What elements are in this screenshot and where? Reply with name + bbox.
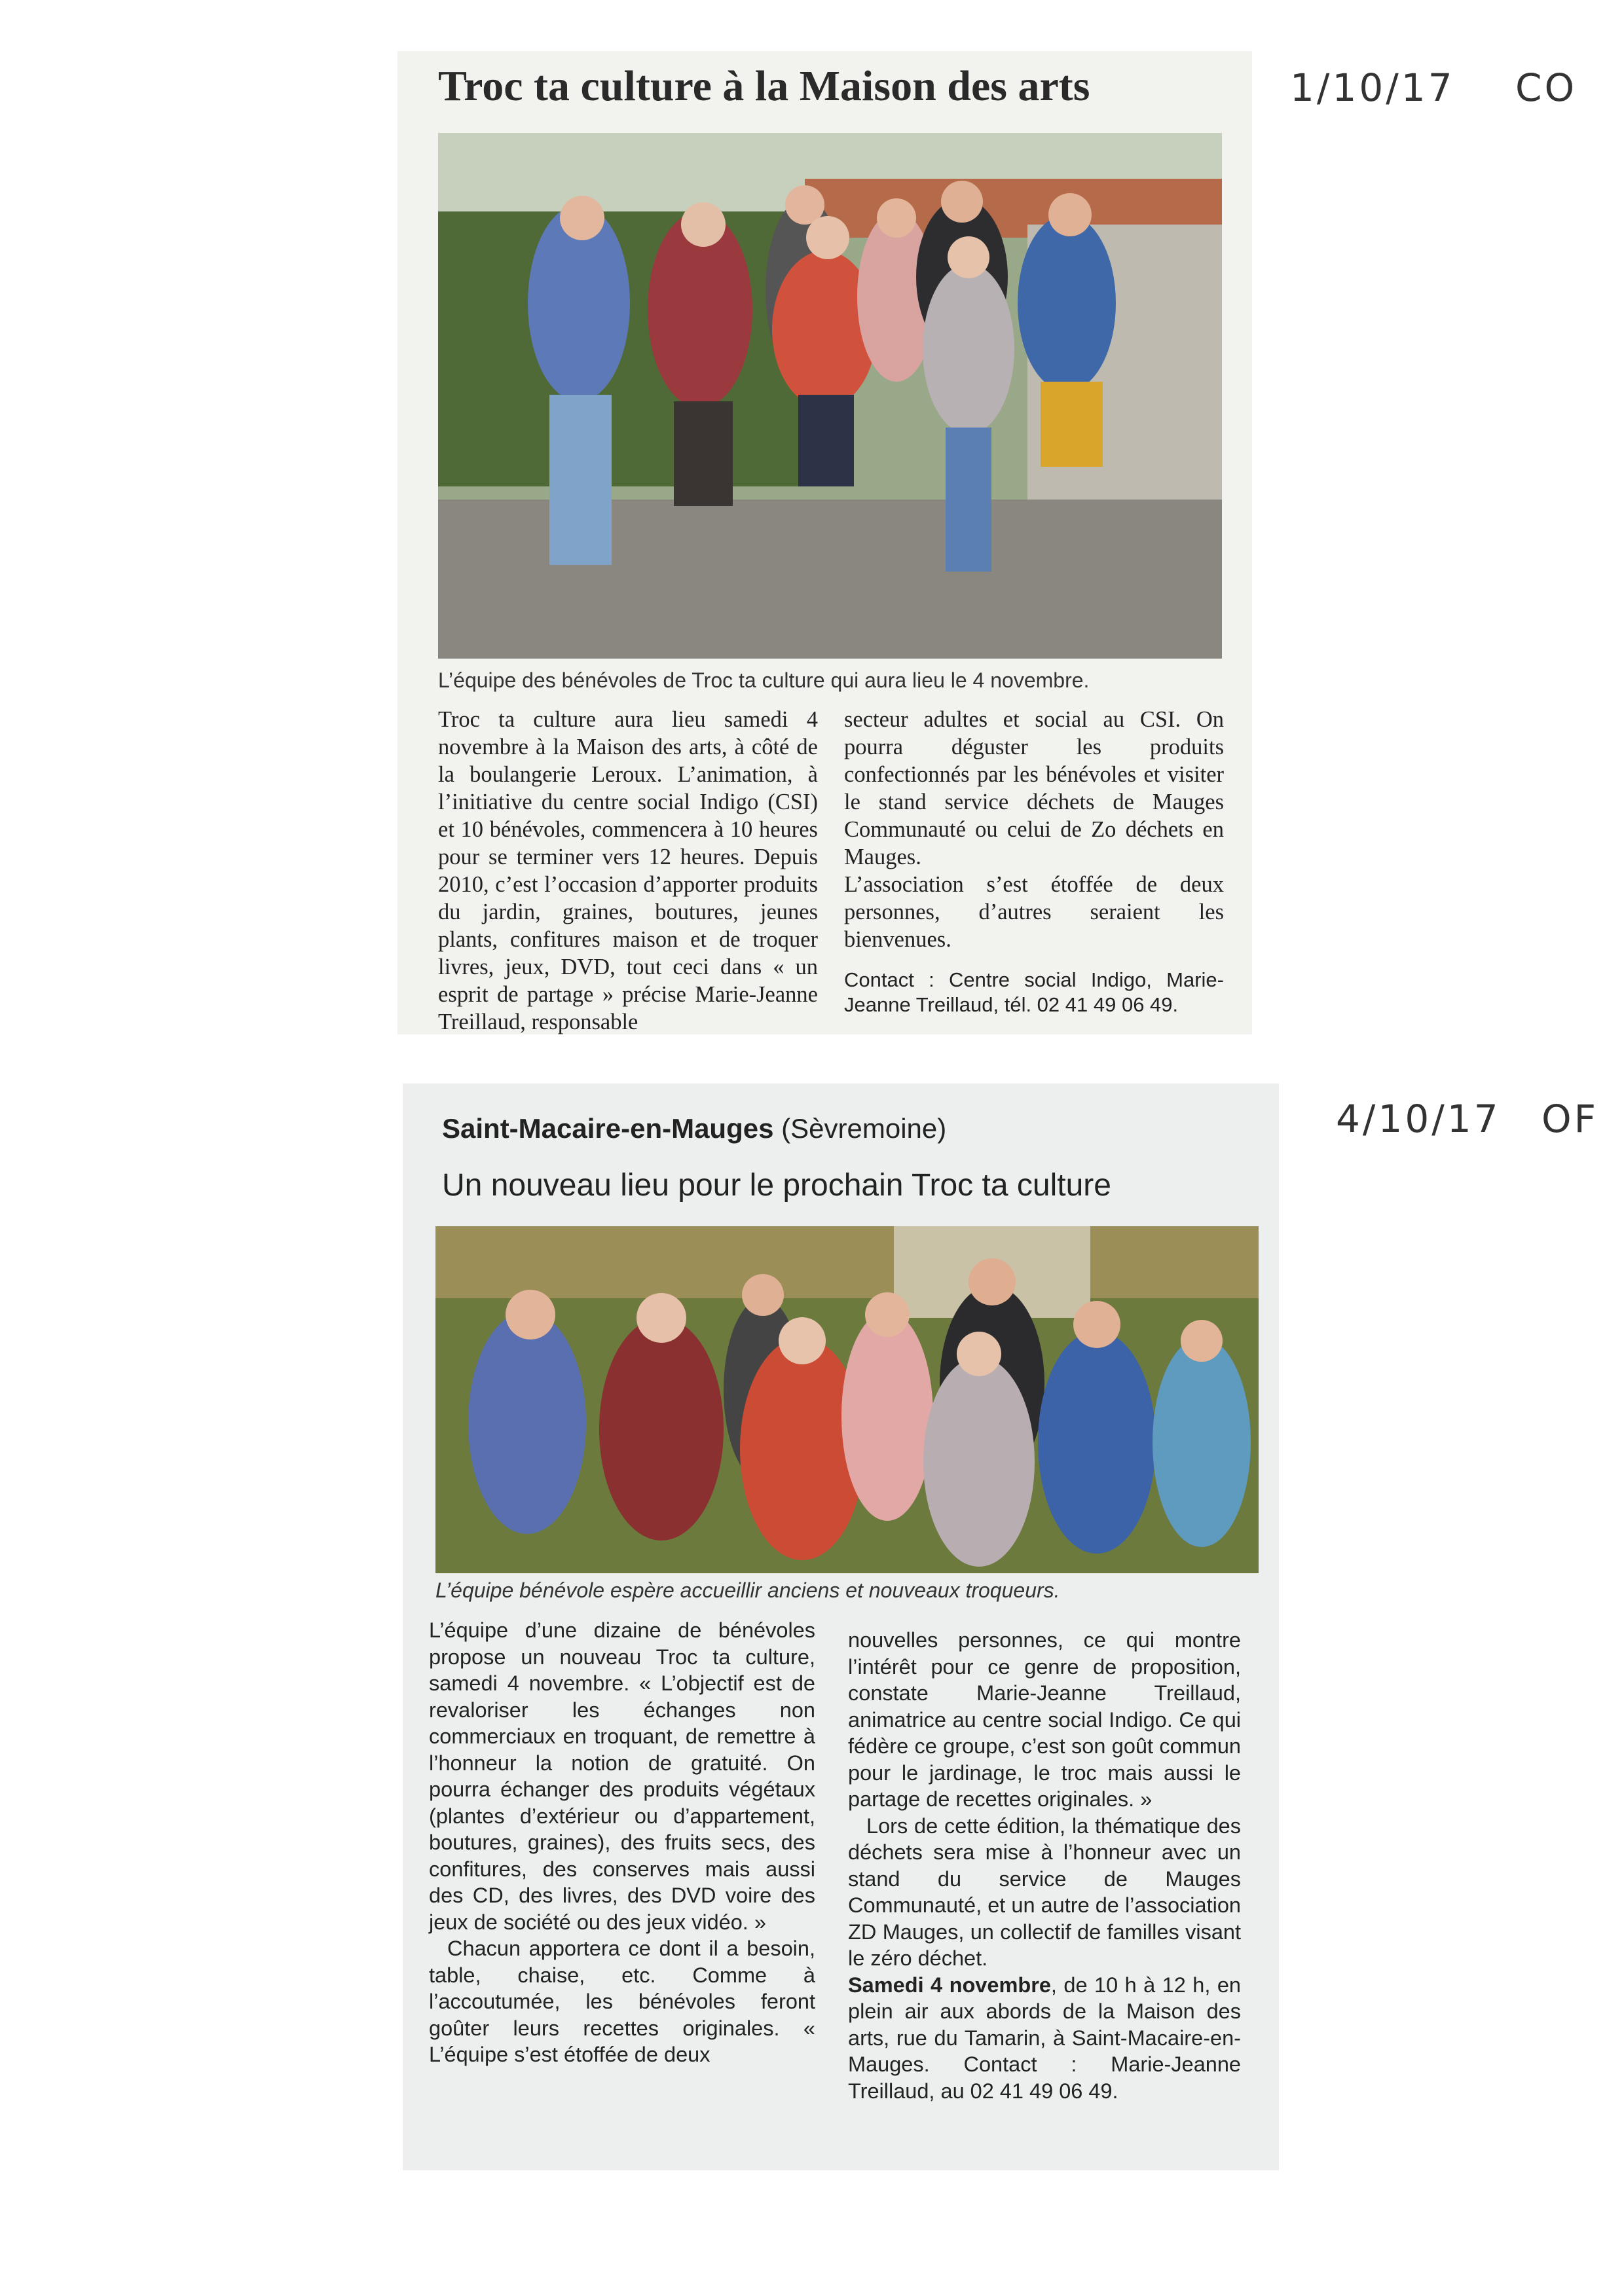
clip1-date: 1/10/17 [1290,65,1455,110]
article2-paragraph: Chacun apportera ce dont il a besoin, table, chaise, etc. Comme à l’accoutumée, les bénévoles feront goûter leurs recettes originales. « L’équipe s’est étoffée de deux [429,1937,815,2066]
clip1-source: CO [1515,65,1578,110]
article2-section-area: (Sèvremoine) [781,1113,947,1144]
article1-paragraph: secteur adultes et social au CSI. On pourra déguster les produits confectionnés par les bénévoles et visiter le stand service déchets de Mauges Communauté ou celui de Zo déchets en Mauges. [844,707,1224,869]
article2-title: Un nouveau lieu pour le prochain Troc ta culture [442,1168,1111,1203]
article2-body-left-column [429,1617,815,2068]
article2-paragraph: nouvelles personnes, ce qui montre l’intérêt pour ce genre de proposition, constate Marie-Jeanne Treillaud, animatrice au centre social Indigo. Ce qui fédère ce groupe, c’est son goût commun pour le jardinage, le troc mais aussi le partage de recettes originales. » [848,1628,1241,1811]
group-photo-illustration [435,1226,1259,1573]
article2-event-details: , de 10 h à 12 h, en plein air aux abords de la Maison des arts, rue du Tamarin, à Saint-Macaire-en-Mauges. Contact : Marie-Jeanne Treillaud, au 02 41 49 06 49. [848,1973,1241,2103]
handwritten-annotation-2 [1336,1097,1598,1141]
handwritten-annotation-1 [1290,65,1577,110]
clip2-date: 4/10/17 [1336,1097,1501,1141]
article1-title: Troc ta culture à la Maison des arts [438,62,1090,110]
article2-body-right-column [848,1627,1241,2104]
article1-photo-caption: L’équipe des bénévoles de Troc ta culture qui aura lieu le 4 novembre. [438,668,1090,692]
article2-paragraph: Lors de cette édition, la thématique des déchets sera mise à l’honneur avec un stand du service de Mauges Communauté, et un autre de l’association ZD Mauges, un collectif de familles visant le zéro déchet. [848,1813,1241,1970]
article1-contact: Contact : Centre social Indigo, Marie-Jeanne Treillaud, tél. 02 41 49 06 49. [844,968,1224,1016]
article2-photo-caption: L’équipe bénévole espère accueillir anciens et nouveaux troqueurs. [435,1578,1060,1602]
article1-paragraph: L’association s’est étoffée de deux personnes, d’autres seraient les bienvenues. [844,872,1224,952]
article2-section-place: Saint-Macaire-en-Mauges [442,1113,774,1144]
newspaper-clipping-2 [403,1084,1279,2170]
clip2-source: OF [1541,1097,1599,1141]
article2-paragraph: L’équipe d’une dizaine de bénévoles propose un nouveau Troc ta culture, samedi 4 novembre. « L’objectif est de revaloriser les échanges non commerciaux en troquant, de remettre à l’honneur la notion de gratuité. On pourra échanger des produits végétaux (plantes d’extérieur ou d’appartement, boutures, graines), des fruits secs, des confitures, des conserves mais aussi des CD, des livres, des DVD voire des jeux de société ou des jeux vidéo. » [429,1618,815,1934]
group-photo-illustration [438,133,1222,659]
article2-event-paragraph [848,1972,1241,2105]
article1-body-right-column [844,706,1224,1017]
article1-group-photo [438,133,1222,659]
article2-event-date: Samedi 4 novembre [848,1973,1051,1997]
article1-paragraph: Troc ta culture aura lieu samedi 4 novembre à la Maison des arts, à côté de la boulangerie Leroux. L’animation, à l’initiative du centre social Indigo (CSI) et 10 bénévoles, commencera à 10 heures pour se terminer vers 12 heures. Depuis 2010, c’est l’occasion d’apporter produits du jardin, graines, boutures, jeunes plants, confitures maison et de troquer livres, jeux, DVD, tout ceci dans « un esprit de partage » précise Marie-Jeanne Treillaud, responsable [438,707,818,1034]
article1-body-left-column [438,706,818,1036]
article2-group-photo [435,1226,1259,1573]
article2-section-heading [442,1113,946,1144]
newspaper-clipping-1 [397,51,1252,1034]
